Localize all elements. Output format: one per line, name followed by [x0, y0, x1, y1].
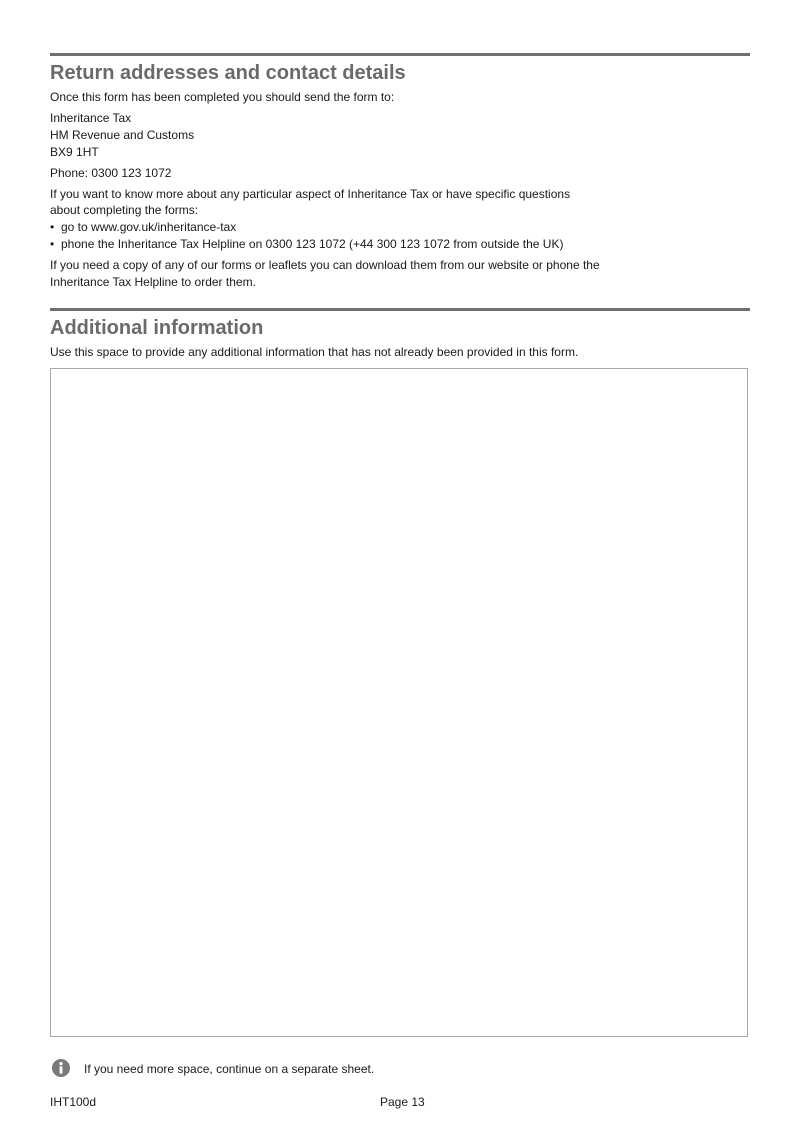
form-code: IHT100d — [50, 1095, 97, 1109]
more-info-text-line-1: If you want to know more about any particular aspect of Inheritance Tax or have specific questions — [50, 187, 571, 201]
list-item — [50, 236, 563, 253]
additional-section-heading: Additional information — [50, 317, 264, 339]
info-icon — [52, 1059, 70, 1077]
list-item — [50, 219, 563, 236]
address-line-1: Inheritance Tax — [50, 111, 132, 125]
more-space-note: If you need more space, continue on a separate sheet. — [84, 1062, 375, 1076]
bullet-text-helpline: phone the Inheritance Tax Helpline on 0300 123 1072 (+44 300 123 1072 from outside the UK) — [61, 237, 564, 251]
phone-text: Phone: 0300 123 1072 — [50, 166, 172, 180]
additional-instruction-text: Use this space to provide any additional information that has not already been provided in this form. — [50, 345, 579, 359]
copy-text-line-1: If you need a copy of any of our forms or leaflets you can download them from our website or phone the — [50, 258, 600, 272]
copy-text-line-2: Inheritance Tax Helpline to order them. — [50, 275, 256, 289]
section-divider-return — [50, 53, 750, 56]
bullet-text-website: go to www.gov.uk/inheritance-tax — [61, 220, 237, 234]
section-divider-additional — [50, 308, 750, 311]
additional-information-field[interactable] — [50, 368, 748, 1037]
address-line-3: BX9 1HT — [50, 145, 99, 159]
bullet-icon: • — [50, 237, 55, 251]
return-section-heading: Return addresses and contact details — [50, 62, 406, 84]
page-number: Page 13 — [380, 1095, 425, 1109]
return-intro-text: Once this form has been completed you should send the form to: — [50, 90, 395, 104]
more-info-text-line-2: about completing the forms: — [50, 203, 199, 217]
contact-bullet-list — [50, 219, 563, 253]
bullet-icon: • — [50, 220, 55, 234]
address-line-2: HM Revenue and Customs — [50, 128, 195, 142]
